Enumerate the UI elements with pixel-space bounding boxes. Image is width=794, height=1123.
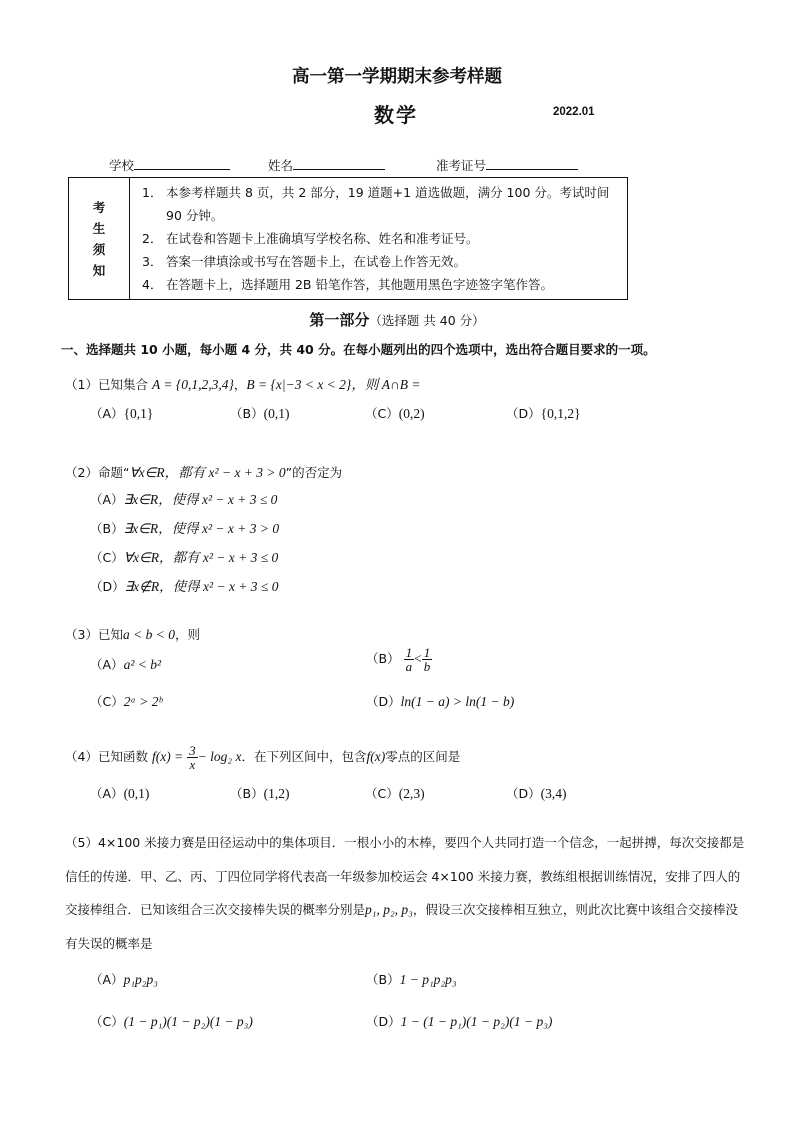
option-c[interactable] [365, 404, 425, 422]
option-label: （B） [366, 651, 400, 666]
question-math: a < b < 0 [122, 627, 175, 642]
fraction-denominator: a [405, 659, 413, 674]
option-b[interactable] [366, 646, 432, 673]
option-text: 1 − (1 − p₁)(1 − p₂)(1 − p₃) [400, 1014, 553, 1029]
option-label: （C） [365, 786, 399, 801]
option-text: (0,1) [263, 406, 290, 421]
exam-title: 高一第一学期期末参考样题 [292, 67, 502, 87]
question-tail: ，则 A∩B = [351, 377, 421, 392]
question-number: （3） [65, 627, 98, 642]
fraction-denominator: b [423, 659, 431, 674]
option-label: （A） [90, 406, 124, 421]
option-c[interactable] [90, 546, 278, 566]
option-label: （C） [90, 550, 124, 565]
option-label: （B） [90, 521, 124, 536]
option-text: 2ᵃ > 2ᵇ [123, 694, 163, 709]
notice-item [142, 273, 617, 296]
option-label: （D） [90, 579, 125, 594]
option-d[interactable] [366, 1012, 552, 1030]
function-name: f(x) = [151, 749, 184, 764]
option-text: (0,2) [398, 406, 425, 421]
option-c[interactable] [90, 1012, 253, 1030]
option-label: （A） [90, 657, 124, 672]
set-b: B = {x|−3 < x < 2} [246, 377, 352, 392]
option-label: （C） [90, 1014, 124, 1029]
option-text: ∃x∈R，使得 x² − x + 3 ≤ 0 [123, 492, 278, 507]
question-math: ∀x∈R，都有 x² − x + 3 > 0 [129, 465, 286, 480]
question-text: 零点的区间是 [385, 749, 461, 764]
option-a[interactable] [90, 404, 153, 422]
set-a: A = {0,1,2,3,4} [151, 377, 234, 392]
question-4-stem [65, 744, 460, 771]
section-instruction: 一、选择题共 10 小题，每小题 4 分，共 40 分。在每小题列出的四个选项中，选出符合题目要求的一项。 [61, 342, 656, 357]
question-number: （5） [65, 835, 98, 850]
option-text: ln(1 − a) > ln(1 − b) [400, 694, 515, 709]
option-b[interactable] [230, 404, 289, 422]
option-text: 1 − p₁p₂p₃ [399, 972, 457, 987]
option-label: （D） [366, 694, 401, 709]
notice-text: 答案一律填涂或书写在答题卡上，在试卷上作答无效。 [166, 254, 467, 269]
notice-num: 4． [142, 277, 163, 292]
question-1-stem [65, 373, 420, 393]
question-5-stem [65, 826, 747, 960]
notice-text: 在试卷和答题卡上准确填写学校名称、姓名和准考证号。 [166, 231, 479, 246]
question-text: 命题“ [97, 465, 130, 480]
option-b[interactable] [366, 970, 457, 988]
option-text: {0,1} [123, 406, 154, 421]
option-text: (1 − p₁)(1 − p₂)(1 − p₃) [123, 1014, 253, 1029]
question-math: − log₂ x [197, 749, 242, 764]
notice-num: 3． [142, 254, 163, 269]
option-text: p₁p₂p₃ [123, 972, 158, 987]
question-text: 已知集合 [97, 377, 148, 392]
fraction-denominator: x [189, 757, 196, 772]
option-a[interactable] [90, 488, 277, 508]
exam-id-label: 准考证号 [436, 158, 487, 173]
part1-heading [0, 309, 794, 330]
option-label: （B） [366, 972, 400, 987]
fraction-rhs [422, 646, 433, 673]
school-blank [134, 157, 230, 170]
name-field [268, 156, 385, 174]
option-text: ∃x∈R，使得 x² − x + 3 > 0 [123, 521, 280, 536]
option-a[interactable] [90, 784, 149, 802]
question-text: ．在下列区间中，包含 [241, 749, 367, 764]
option-label: （A） [90, 492, 124, 507]
notice-item [142, 227, 617, 250]
question-text: ，则 [174, 627, 200, 642]
notice-text: 本参考样题共 8 页，共 2 部分，19 道题+1 道选做题，满分 100 分。考试时间 90 分钟。 [166, 185, 610, 223]
notice-num: 1． [142, 185, 163, 200]
subject-title: 数学 [374, 103, 418, 127]
option-text: a² < b² [123, 657, 162, 672]
option-c[interactable] [90, 692, 162, 710]
exam-date: 2022.01 [553, 106, 595, 118]
notice-items [130, 178, 628, 300]
question-2-stem [65, 461, 342, 481]
option-text: ∀x∈R，都有 x² − x + 3 ≤ 0 [123, 550, 279, 565]
option-text: (2,3) [398, 786, 425, 801]
relation: < [414, 651, 422, 666]
notice-num: 2． [142, 231, 163, 246]
option-label: （C） [90, 694, 124, 709]
option-label: （D） [506, 406, 541, 421]
option-text: ∃x∉R，使得 x² − x + 3 ≤ 0 [124, 579, 279, 594]
probabilities: p₁, p₂, p₃ [365, 902, 413, 917]
option-d[interactable] [506, 784, 567, 802]
notice-box [68, 177, 628, 300]
part1-title: 第一部分 [309, 311, 370, 329]
option-label: （D） [366, 1014, 401, 1029]
question-text: ，假设三次交接棒相互独立，则此次比赛中该组合交接棒没有失误的概率是 [65, 902, 738, 951]
notice-item [142, 181, 617, 227]
fraction-lhs [404, 646, 415, 673]
notice-item [142, 250, 617, 273]
notice-side-char: 知 [92, 262, 106, 278]
notice-side-char: 生 [92, 220, 106, 236]
option-text: {0,1,2} [540, 406, 581, 421]
question-number: （2） [65, 465, 98, 480]
fraction-numerator: 1 [423, 645, 431, 660]
option-a[interactable] [90, 970, 158, 988]
question-number: （4） [65, 749, 98, 764]
option-c[interactable] [365, 784, 425, 802]
exam-id-blank [486, 157, 578, 170]
option-label: （C） [365, 406, 399, 421]
option-a[interactable] [90, 655, 161, 673]
notice-text: 在答题卡上，选择题用 2B 铅笔作答，其他题用黑色字迹签字笔作答。 [166, 277, 553, 292]
exam-id-field [436, 156, 578, 174]
function-name: f(x) [366, 749, 386, 764]
part1-subtitle: （选择题 共 40 分） [369, 313, 485, 328]
school-label: 学校 [109, 158, 135, 173]
question-text: 已知函数 [97, 749, 148, 764]
option-b[interactable] [230, 784, 289, 802]
option-text: (1,2) [263, 786, 290, 801]
fraction-numerator: 1 [405, 645, 413, 660]
option-d[interactable] [366, 692, 514, 710]
option-b[interactable] [90, 517, 279, 537]
option-text: (0,1) [123, 786, 150, 801]
fraction [187, 744, 198, 771]
option-label: （A） [90, 972, 124, 987]
notice-side-label [69, 178, 130, 300]
option-d[interactable] [90, 575, 278, 595]
fraction-numerator: 3 [189, 743, 196, 758]
option-label: （B） [230, 786, 264, 801]
name-label: 姓名 [268, 158, 294, 173]
notice-side-char: 须 [92, 241, 106, 257]
school-field [109, 156, 230, 174]
separator: ， [233, 377, 247, 392]
option-label: （B） [230, 406, 264, 421]
notice-side-char: 考 [92, 199, 106, 215]
option-label: （A） [90, 786, 124, 801]
option-label: （D） [506, 786, 541, 801]
question-text: 已知 [97, 627, 123, 642]
question-text: 4×100 米接力赛是田径运动中的集体项目．一根小小的木棒，要四个人共同打造一个信念，一起拼搏，每次交接都是信任的传递．甲、乙、丙、丁四位同学将代表高一年级参加校运会 4×100 米接力赛，教练组根据训练情况，安排了四人的交接棒组合．已知该组合三次交接棒失误的概率分别是 [65, 835, 745, 917]
option-text: (3,4) [540, 786, 567, 801]
name-blank [293, 157, 385, 170]
question-text: ”的否定为 [285, 465, 343, 480]
question-number: （1） [65, 377, 98, 392]
question-3-stem [65, 625, 200, 643]
option-d[interactable] [506, 404, 581, 422]
